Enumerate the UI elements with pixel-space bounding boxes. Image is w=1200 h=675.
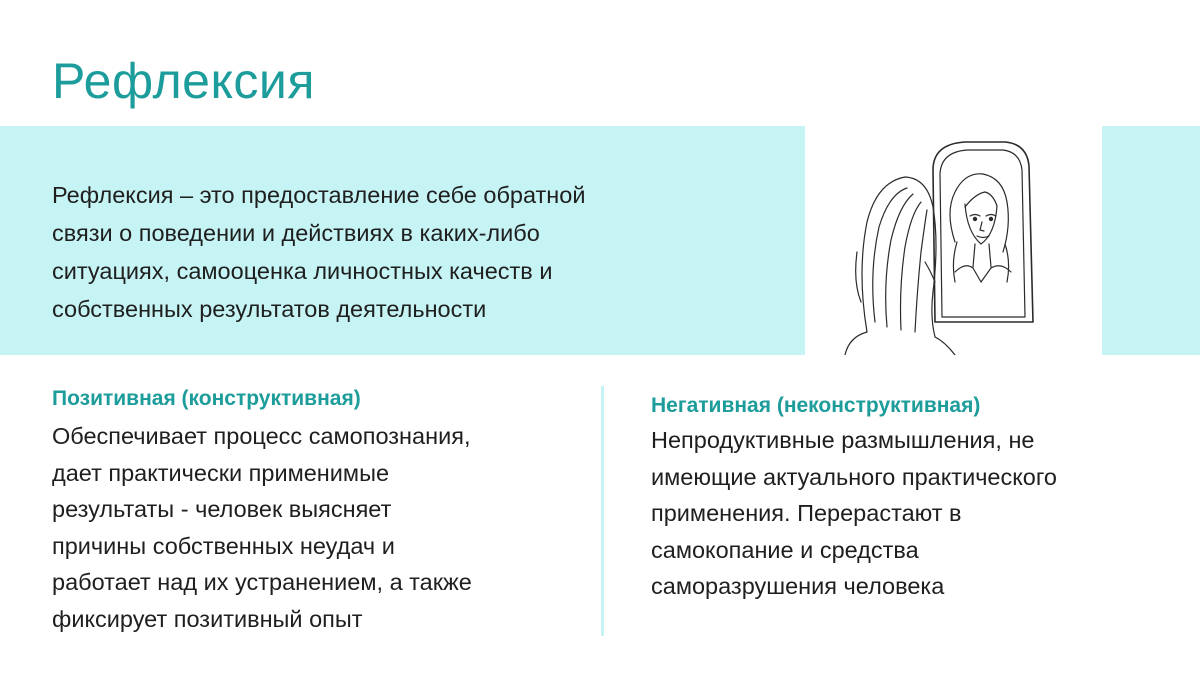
column-divider xyxy=(601,386,604,636)
mirror-illustration xyxy=(805,122,1102,355)
negative-heading: Негативная (неконструктивная) xyxy=(651,394,981,417)
positive-description: Обеспечивает процесс самопознания, дает практически применимые результаты - человек выясняет причины собственных неудач и работает над их устранением, а также фиксирует позитивный опыт xyxy=(52,423,472,632)
negative-description: Непродуктивные размышления, не имеющие актуального практического применения. Перерастают в самокопание и средства саморазрушения человека xyxy=(651,427,1057,599)
mirror-frame-icon xyxy=(933,142,1033,322)
definition-text: Рефлексия – это предоставление себе обратной связи о поведении и действиях в каких-либо ситуациях, самооценка личностных качеств и собственных результатов деятельности xyxy=(52,182,586,322)
slide-title: Рефлексия xyxy=(52,53,315,109)
reflection-face-icon xyxy=(950,174,1011,282)
woman-back-icon xyxy=(845,177,955,355)
positive-heading: Позитивная (конструктивная) xyxy=(52,387,361,410)
